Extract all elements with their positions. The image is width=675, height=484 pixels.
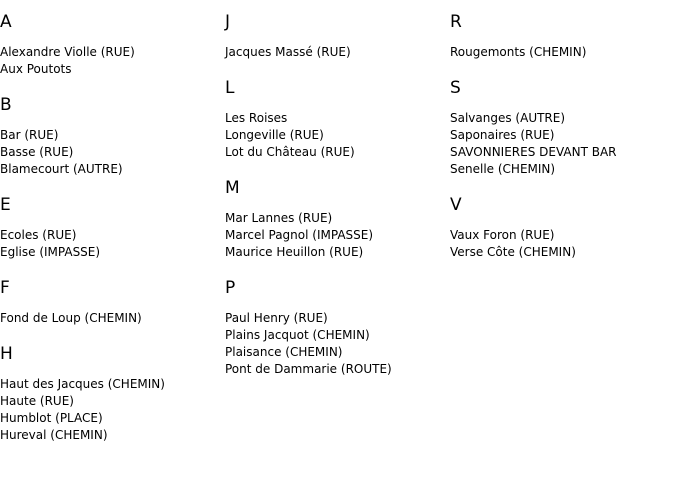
street-list: [0, 44, 225, 78]
street-link[interactable]: Lot du Château (RUE): [225, 145, 355, 159]
street-list-item: [450, 44, 675, 61]
letter-heading: F: [0, 278, 10, 298]
letter-group: [0, 95, 225, 178]
street-link[interactable]: SAVONNIERES DEVANT BAR: [450, 145, 617, 159]
street-link[interactable]: Marcel Pagnol (IMPASSE): [225, 228, 374, 242]
street-link[interactable]: Plaisance (CHEMIN): [225, 345, 343, 359]
street-link[interactable]: Fond de Loup (CHEMIN): [0, 311, 142, 325]
street-link[interactable]: Senelle (CHEMIN): [450, 162, 556, 176]
street-list-item: [0, 376, 225, 393]
street-link[interactable]: Bar (RUE): [0, 128, 59, 142]
letter-heading: B: [0, 95, 12, 115]
street-list-item: [225, 210, 450, 227]
street-link[interactable]: Pont de Dammarie (ROUTE): [225, 362, 392, 376]
letter-heading: L: [225, 78, 235, 98]
street-list-item: [225, 110, 450, 127]
letter-group: [225, 12, 450, 61]
letter-group: [450, 195, 675, 261]
street-list-item: [225, 144, 450, 161]
letter-heading: R: [450, 12, 462, 32]
street-link[interactable]: Haute (RUE): [0, 394, 74, 408]
street-list: [450, 227, 675, 261]
letter-heading: A: [0, 12, 12, 32]
street-list-item: [450, 227, 675, 244]
street-link[interactable]: Basse (RUE): [0, 145, 74, 159]
street-link[interactable]: Plains Jacquot (CHEMIN): [225, 328, 370, 342]
street-list-item: [0, 144, 225, 161]
street-link[interactable]: Jacques Massé (RUE): [225, 45, 351, 59]
letter-heading: E: [0, 195, 11, 215]
street-list: [225, 44, 450, 61]
street-list-item: [0, 44, 225, 61]
street-list: [450, 110, 675, 178]
street-list-item: [225, 227, 450, 244]
street-link[interactable]: Salvanges (AUTRE): [450, 111, 566, 125]
street-list: [225, 210, 450, 261]
street-link[interactable]: Alexandre Violle (RUE): [0, 45, 135, 59]
street-list: [0, 127, 225, 178]
street-link[interactable]: Saponaires (RUE): [450, 128, 555, 142]
street-list-item: [0, 161, 225, 178]
street-link[interactable]: Rougemonts (CHEMIN): [450, 45, 587, 59]
street-list-item: [225, 310, 450, 327]
index-column-3: [450, 0, 675, 261]
street-list-item: [0, 410, 225, 427]
street-link[interactable]: Ecoles (RUE): [0, 228, 77, 242]
street-list-item: [225, 344, 450, 361]
letter-group: [225, 278, 450, 378]
letter-heading: M: [225, 178, 240, 198]
street-list-item: [450, 127, 675, 144]
letter-group: [225, 78, 450, 161]
index-column-1: [0, 0, 225, 444]
street-list-item: [0, 61, 225, 78]
street-list: [450, 44, 675, 61]
street-list-item: [225, 244, 450, 261]
street-list-item: [0, 227, 225, 244]
street-list: [225, 310, 450, 378]
letter-heading: P: [225, 278, 236, 298]
letter-group: [0, 344, 225, 444]
street-link[interactable]: Blamecourt (AUTRE): [0, 162, 123, 176]
letter-group: [450, 12, 675, 61]
letter-group: [0, 12, 225, 78]
street-link[interactable]: Hureval (CHEMIN): [0, 428, 108, 442]
street-list-item: [0, 127, 225, 144]
street-list-item: [225, 44, 450, 61]
street-list: [0, 227, 225, 261]
street-link[interactable]: Verse Côte (CHEMIN): [450, 245, 576, 259]
street-list-item: [450, 110, 675, 127]
letter-group: [0, 278, 225, 327]
street-list-item: [0, 393, 225, 410]
street-link[interactable]: Paul Henry (RUE): [225, 311, 328, 325]
street-list-item: [0, 244, 225, 261]
street-link[interactable]: Haut des Jacques (CHEMIN): [0, 377, 165, 391]
letter-group: [450, 78, 675, 178]
letter-heading: H: [0, 344, 13, 364]
street-list-item: [0, 427, 225, 444]
letter-heading: S: [450, 78, 461, 98]
street-list-item: [0, 310, 225, 327]
letter-group: [0, 195, 225, 261]
street-list-item: [450, 244, 675, 261]
street-link[interactable]: Humblot (PLACE): [0, 411, 103, 425]
street-link[interactable]: Mar Lannes (RUE): [225, 211, 333, 225]
letter-heading: V: [450, 195, 462, 215]
letter-group: [225, 178, 450, 261]
street-list: [0, 310, 225, 327]
street-link[interactable]: Aux Poutots: [0, 62, 72, 76]
street-link[interactable]: Les Roises: [225, 111, 288, 125]
street-link[interactable]: Longeville (RUE): [225, 128, 324, 142]
letter-heading: J: [225, 12, 231, 32]
street-list: [0, 376, 225, 444]
street-link[interactable]: Maurice Heuillon (RUE): [225, 245, 364, 259]
index-column-2: [225, 0, 450, 378]
street-list-item: [225, 127, 450, 144]
street-list: [225, 110, 450, 161]
street-list-item: [450, 144, 675, 161]
street-list-item: [225, 327, 450, 344]
street-link[interactable]: Eglise (IMPASSE): [0, 245, 101, 259]
street-list-item: [450, 161, 675, 178]
street-link[interactable]: Vaux Foron (RUE): [450, 228, 555, 242]
street-list-item: [225, 361, 450, 378]
